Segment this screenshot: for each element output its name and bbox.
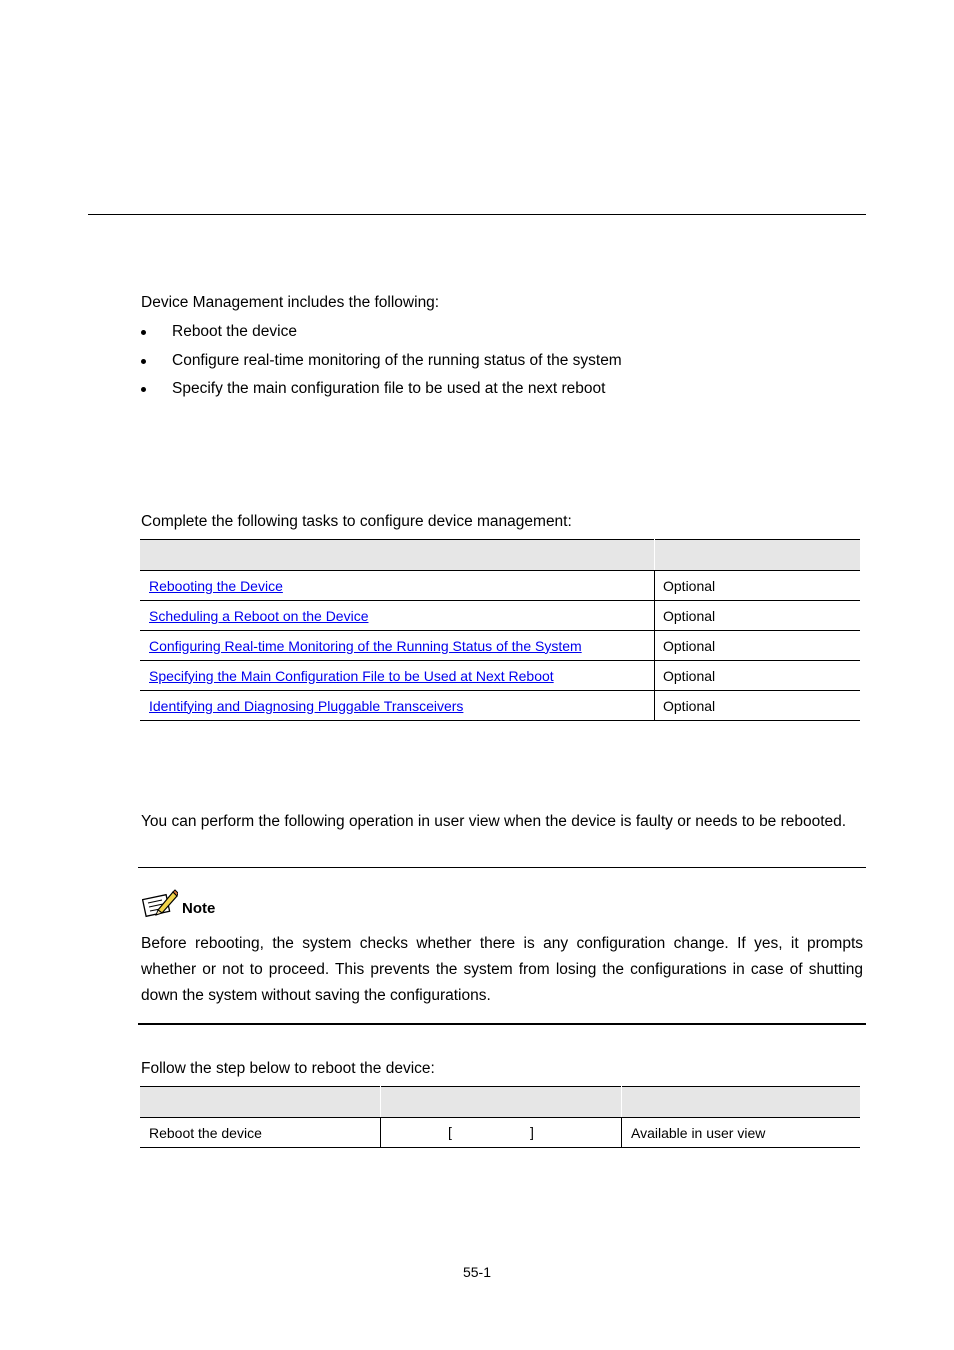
bullet-dot-icon bbox=[141, 330, 146, 335]
task-link[interactable]: Identifying and Diagnosing Pluggable Transceivers bbox=[149, 697, 464, 714]
bullet-item: Specify the main configuration file to be used at the next reboot bbox=[141, 379, 741, 399]
table-row bbox=[140, 571, 860, 601]
bullet-dot-icon bbox=[141, 359, 146, 364]
task-link[interactable]: Configuring Real-time Monitoring of the Running Status of the System bbox=[149, 637, 582, 654]
note-pencil-icon bbox=[142, 888, 178, 918]
table-header-cell bbox=[381, 1087, 622, 1118]
reboot-table bbox=[140, 1086, 860, 1148]
task-cell bbox=[140, 661, 655, 691]
operation-cell: Reboot the device bbox=[140, 1118, 381, 1148]
tasks-table bbox=[140, 539, 860, 721]
step-intro: Follow the step below to reboot the device: bbox=[141, 1060, 435, 1077]
task-link[interactable]: Specifying the Main Configuration File to be Used at Next Reboot bbox=[149, 667, 554, 684]
table-row bbox=[140, 631, 860, 661]
intro-text: Device Management includes the following: bbox=[141, 294, 440, 311]
command-cell bbox=[381, 1118, 622, 1148]
task-cell bbox=[140, 691, 655, 721]
task-link[interactable]: Scheduling a Reboot on the Device bbox=[149, 607, 369, 624]
note-top-rule bbox=[138, 867, 866, 868]
table-header-row bbox=[140, 1087, 860, 1118]
task-link[interactable]: Rebooting the Device bbox=[149, 577, 283, 594]
table-row bbox=[140, 1118, 860, 1148]
table-header-cell bbox=[140, 1087, 381, 1118]
remarks-cell: Optional bbox=[655, 661, 861, 691]
remarks-cell: Optional bbox=[655, 691, 861, 721]
table-header-row bbox=[140, 540, 860, 571]
note-label: Note bbox=[182, 900, 216, 917]
remarks-cell: Optional bbox=[655, 571, 861, 601]
task-cell bbox=[140, 601, 655, 631]
table-header-cell bbox=[140, 540, 655, 571]
note-bottom-rule bbox=[138, 1023, 866, 1025]
task-cell bbox=[140, 571, 655, 601]
page-number: 55-1 bbox=[462, 1264, 492, 1280]
table-row bbox=[140, 661, 860, 691]
reboot-intro: You can perform the following operation in user view when the device is faulty or needs to be rebooted. bbox=[141, 813, 847, 830]
table-row bbox=[140, 691, 860, 721]
remarks-cell: Optional bbox=[655, 631, 861, 661]
table-row bbox=[140, 601, 860, 631]
bracket-open: [ bbox=[448, 1123, 452, 1140]
bullet-dot-icon bbox=[141, 387, 146, 392]
note-body: Before rebooting, the system checks whether there is any configuration change. If yes, it prompts whether or not to proceed. This prevents the system from losing the configurations in case of shutting down the system without saving the configurations. bbox=[141, 935, 863, 1004]
task-cell bbox=[140, 631, 655, 661]
bullet-item: Reboot the device bbox=[141, 322, 741, 342]
bracket-close: ] bbox=[530, 1123, 534, 1140]
tasks-intro: Complete the following tasks to configure device management: bbox=[141, 513, 572, 530]
table-header-cell bbox=[622, 1087, 861, 1118]
top-rule bbox=[88, 214, 866, 215]
table-header-cell bbox=[655, 540, 861, 571]
remarks-cell: Optional bbox=[655, 601, 861, 631]
bullet-item: Configure real-time monitoring of the running status of the system bbox=[141, 351, 741, 371]
remarks-cell: Available in user view bbox=[622, 1118, 861, 1148]
